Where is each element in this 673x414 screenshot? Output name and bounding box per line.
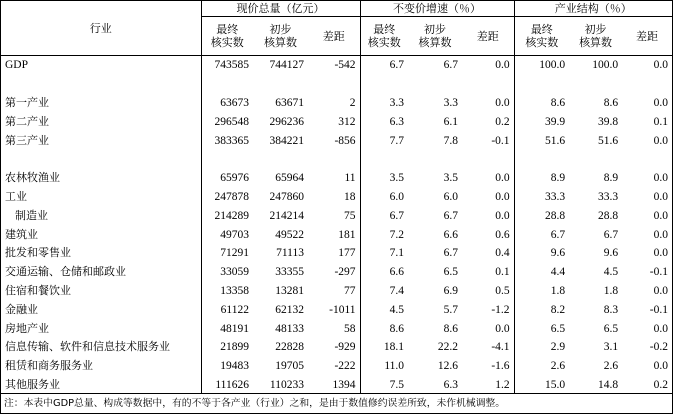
table-cell: 65964: [275, 172, 304, 185]
spacer-row: [1, 75, 672, 94]
table-cell: -0.1: [649, 303, 668, 316]
table-cell: 6.0: [360, 188, 408, 207]
table-cell: 6.7: [514, 225, 569, 244]
table-cell: 100.0: [514, 56, 569, 75]
final-verified-header: 最终 核实数: [514, 17, 569, 56]
table-cell: 0.0: [495, 322, 510, 335]
table-cell: 2.6: [603, 360, 619, 373]
table-cell: 0.0: [653, 228, 668, 241]
table-row: [1, 263, 672, 282]
industry-column-header: 行业: [1, 1, 201, 56]
row-label: 其他服务业: [5, 377, 60, 391]
table-cell: 177: [338, 247, 356, 260]
table-cell: 71291: [201, 244, 253, 263]
table-cell: 63671: [275, 96, 304, 109]
table-cell: 19483: [201, 357, 253, 376]
table-cell: 0.6: [495, 228, 510, 241]
table-cell: 247878: [201, 188, 253, 207]
table-cell: -0.1: [649, 266, 668, 279]
table-cell: -4.1: [491, 341, 510, 354]
table-cell: 6.5: [603, 322, 619, 335]
current-price-group-header: 现价总量（亿元）: [201, 1, 360, 17]
table-cell: 48133: [275, 322, 304, 335]
table-cell: 6.7: [360, 206, 408, 225]
row-label: 第二产业: [5, 114, 49, 128]
table-row: [1, 225, 672, 244]
row-label: 住宿和餐饮业: [5, 283, 71, 297]
difference-header: 差距: [622, 17, 672, 56]
row-label: 建筑业: [5, 227, 38, 241]
table-cell: 247860: [269, 190, 304, 203]
table-cell: 0.0: [653, 322, 668, 335]
table-cell: 6.7: [603, 228, 619, 241]
row-label: 制造业: [15, 208, 48, 222]
table-cell: -1.6: [491, 360, 510, 373]
table-row: [1, 244, 672, 263]
table-row: [1, 169, 672, 188]
table-cell: 3.5: [360, 169, 408, 188]
table-cell: 22.2: [437, 341, 459, 354]
table-cell: 18.1: [360, 338, 408, 357]
table-cell: 383365: [201, 131, 253, 150]
row-label: 第三产业: [5, 133, 49, 147]
table-body: [1, 56, 672, 395]
table-cell: 6.5: [514, 319, 569, 338]
table-cell: 71113: [276, 247, 304, 260]
table-cell: 28.8: [597, 209, 619, 222]
table-cell: 0.1: [495, 266, 510, 279]
table-cell: 6.7: [360, 56, 408, 75]
table-cell: 0.0: [495, 96, 510, 109]
table-cell: 7.1: [360, 244, 408, 263]
table-cell: 3.5: [443, 172, 459, 185]
table-header: [1, 1, 672, 56]
table-cell: 8.9: [514, 169, 569, 188]
table-cell: 111626: [201, 376, 253, 395]
table-cell: 214214: [269, 209, 304, 222]
table-cell: 13358: [201, 282, 253, 301]
table-cell: 5.7: [443, 303, 459, 316]
table-row: [1, 94, 672, 113]
table-cell: 51.6: [514, 131, 569, 150]
table-cell: 58: [344, 322, 356, 335]
table-cell: 6.3: [360, 112, 408, 131]
table-cell: 51.6: [597, 134, 619, 147]
table-cell: 12.6: [437, 360, 459, 373]
table-cell: 181: [338, 228, 356, 241]
table-cell: 19705: [275, 360, 304, 373]
industry-structure-group-header: 产业结构（％）: [514, 1, 672, 17]
table-cell: 0.0: [495, 209, 510, 222]
gdp-revision-table: [1, 1, 672, 394]
table-cell: 6.6: [443, 228, 459, 241]
table-cell: 33.3: [597, 190, 619, 203]
table-cell: 22828: [275, 341, 304, 354]
table-cell: 77: [344, 284, 356, 297]
table-cell: 384221: [269, 134, 304, 147]
table-cell: 33355: [275, 266, 304, 279]
table-cell: -297: [334, 266, 356, 279]
table-cell: 0.0: [653, 59, 668, 72]
table-cell: -542: [334, 59, 356, 72]
table-cell: -0.1: [491, 134, 510, 147]
table-cell: 6.1: [443, 115, 459, 128]
table-cell: 28.8: [514, 206, 569, 225]
table-cell: 110233: [269, 378, 304, 391]
table-cell: 62132: [275, 303, 304, 316]
table-footnote: 注：本表中GDP总量、构成等数据中，有的不等于各产业（行业）之和，是由于数值修约误差所致，未作机械调整。: [1, 393, 672, 413]
table-cell: 63673: [201, 94, 253, 113]
table-cell: 61122: [201, 300, 253, 319]
table-row: [1, 300, 672, 319]
row-label: 农林牧渔业: [5, 171, 60, 185]
row-label: 批发和零售业: [5, 246, 71, 260]
table-cell: 7.2: [360, 225, 408, 244]
preliminary-header: 初步 核算数: [408, 17, 462, 56]
table-cell: 8.6: [360, 319, 408, 338]
table-cell: -0.2: [649, 341, 668, 354]
table-cell: 8.9: [603, 172, 619, 185]
row-label: 信息传输、软件和信息技术服务业: [5, 340, 170, 354]
table-cell: 49703: [201, 225, 253, 244]
table-cell: 65976: [201, 169, 253, 188]
table-cell: 6.7: [443, 209, 459, 222]
table-cell: -1011: [329, 303, 356, 316]
table-cell: 1.8: [603, 284, 619, 297]
table-row: [1, 357, 672, 376]
table-cell: 0.0: [653, 96, 668, 109]
table-cell: 2: [349, 96, 356, 109]
table-cell: 6.5: [443, 266, 459, 279]
table-cell: -929: [334, 341, 356, 354]
table-cell: 8.6: [514, 94, 569, 113]
table-cell: 0.5: [495, 284, 510, 297]
table-cell: 0.0: [653, 172, 668, 185]
table-cell: 9.6: [514, 244, 569, 263]
table-cell: 8.6: [443, 322, 459, 335]
table-cell: -1.2: [491, 303, 510, 316]
table-cell: 6.9: [443, 284, 459, 297]
row-label: 第一产业: [5, 95, 49, 109]
spacer-row: [1, 150, 672, 169]
table-cell: 296548: [201, 112, 253, 131]
table-cell: 18: [344, 190, 356, 203]
table-cell: 0.0: [653, 247, 668, 260]
table-cell: 8.3: [603, 303, 619, 316]
table-cell: -222: [334, 360, 356, 373]
constant-price-growth-group-header: 不变价增速（％）: [360, 1, 514, 17]
table-cell: 49522: [275, 228, 304, 241]
table-cell: 7.5: [360, 376, 408, 395]
preliminary-header: 初步 核算数: [253, 17, 308, 56]
table-cell: 7.8: [443, 134, 459, 147]
table-cell: 0.0: [495, 172, 510, 185]
table-cell: 3.3: [360, 94, 408, 113]
table-cell: 744127: [269, 59, 304, 72]
table-cell: 4.5: [603, 266, 619, 279]
table-cell: 100.0: [592, 59, 619, 72]
difference-header: 差距: [308, 17, 360, 56]
table-cell: 3.3: [443, 96, 459, 109]
table-cell: 296236: [269, 115, 304, 128]
table-cell: 1.2: [495, 378, 510, 391]
table-cell: 7.4: [360, 282, 408, 301]
table-row: [1, 282, 672, 301]
table-cell: 0.1: [653, 115, 668, 128]
table-cell: 6.0: [443, 190, 459, 203]
table-row: [1, 376, 672, 395]
table-cell: 39.8: [597, 115, 619, 128]
table-cell: 2.9: [514, 338, 569, 357]
table-cell: 14.8: [597, 378, 619, 391]
table-cell: -856: [334, 134, 356, 147]
table-cell: 1.8: [514, 282, 569, 301]
table-cell: 4.4: [514, 263, 569, 282]
table-row: [1, 206, 672, 225]
table-cell: 0.0: [653, 209, 668, 222]
table-cell: 21899: [201, 338, 253, 357]
row-label: 房地产业: [5, 321, 49, 335]
table-cell: 0.2: [653, 378, 668, 391]
table-cell: 39.9: [514, 112, 569, 131]
table-row: [1, 188, 672, 207]
table-cell: 7.7: [360, 131, 408, 150]
table-cell: 2.6: [514, 357, 569, 376]
table-cell: 6.6: [360, 263, 408, 282]
table-cell: 13281: [275, 284, 304, 297]
table-cell: 33.3: [514, 188, 569, 207]
row-label: 工业: [5, 189, 27, 203]
table-cell: 15.0: [514, 376, 569, 395]
table-cell: 0.4: [495, 247, 510, 260]
table-cell: 6.3: [443, 378, 459, 391]
table-row: [1, 112, 672, 131]
table-cell: 743585: [201, 56, 253, 75]
table-cell: 312: [338, 115, 356, 128]
table-cell: 0.0: [653, 360, 668, 373]
table-cell: 6.7: [443, 247, 459, 260]
table-cell: 0.0: [495, 59, 510, 72]
table-cell: 3.1: [603, 341, 619, 354]
table-cell: 11.0: [360, 357, 408, 376]
final-verified-header: 最终 核实数: [201, 17, 253, 56]
table-cell: 0.0: [653, 190, 668, 203]
table-cell: 9.6: [603, 247, 619, 260]
table-cell: 48191: [201, 319, 253, 338]
table-row: [1, 338, 672, 357]
row-label: GDP: [5, 59, 29, 72]
row-label: 金融业: [5, 302, 38, 316]
difference-header: 差距: [462, 17, 514, 56]
table-cell: 214289: [201, 206, 253, 225]
table-cell: 11: [344, 172, 356, 185]
row-label: 交通运输、仓储和邮政业: [5, 265, 126, 279]
table-row: [1, 319, 672, 338]
table-cell: 0.0: [653, 134, 668, 147]
table-cell: 0.0: [653, 284, 668, 297]
row-label: 租赁和商务服务业: [5, 359, 93, 373]
table-cell: 8.6: [603, 96, 619, 109]
table-cell: 33059: [201, 263, 253, 282]
table-row: [1, 56, 672, 75]
table-row: [1, 131, 672, 150]
table-cell: 0.2: [495, 115, 510, 128]
table-cell: 4.5: [360, 300, 408, 319]
table-cell: 1394: [332, 378, 356, 391]
final-verified-header: 最终 核实数: [360, 17, 408, 56]
preliminary-header: 初步 核算数: [569, 17, 622, 56]
table-cell: 8.2: [514, 300, 569, 319]
table-cell: 6.7: [443, 59, 459, 72]
table-cell: 75: [344, 209, 356, 222]
table-cell: 0.0: [495, 190, 510, 203]
